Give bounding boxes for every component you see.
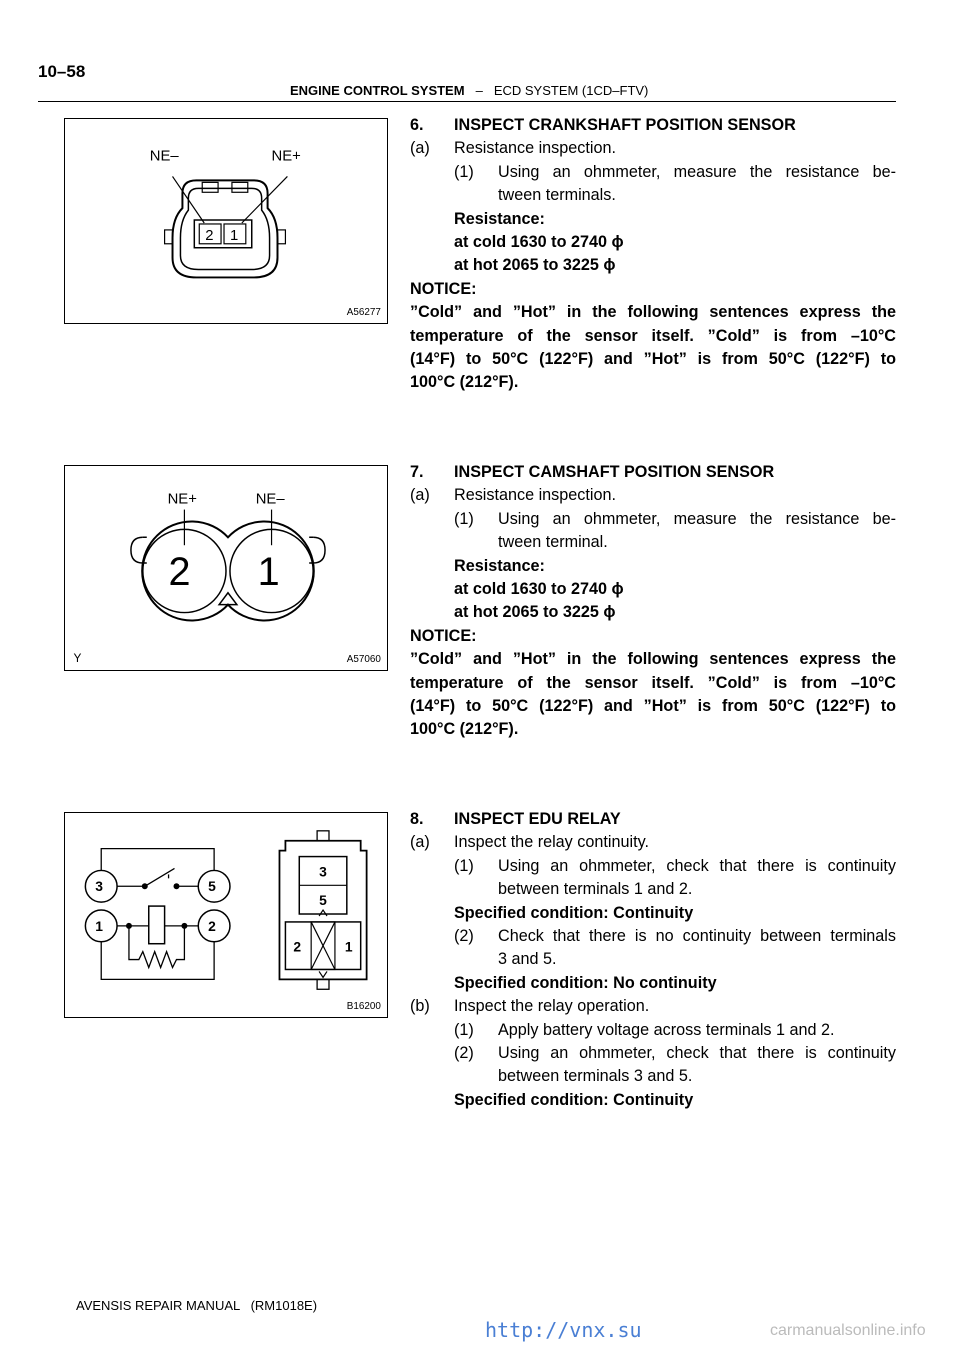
fig2-pin-1: 1	[257, 549, 280, 594]
sec8-a-label: (a)	[410, 833, 430, 852]
fig3-relay-3: 3	[319, 863, 327, 880]
sec7-notice-line4: 100°C (212°F).	[410, 720, 519, 739]
page-header	[290, 83, 648, 98]
sec7-1-text: Using an ohmmeter, measure the resistance be-	[498, 509, 896, 528]
footer-link[interactable]: http://vnx.su	[485, 1318, 642, 1342]
sec7-notice-line2: temperature of the sensor itself. ”Cold” is from –10°C	[410, 673, 896, 692]
figure-edu-relay	[64, 812, 388, 1018]
fig3-terminal-1: 1	[95, 917, 104, 934]
fig1-pin-2: 2	[205, 227, 214, 244]
page-number: 10–58	[38, 62, 86, 81]
sec6-number: 6.	[410, 116, 424, 134]
page-footer: AVENSIS REPAIR MANUAL (RM1018E)	[76, 1298, 318, 1313]
sec6-hot-value: at hot 2065 to 3225 ϕ	[454, 256, 616, 275]
sec7-notice-label: NOTICE:	[410, 626, 477, 645]
sec8-a1-text: Using an ohmmeter, check that there is continuity	[498, 856, 896, 875]
sec7-notice-line3: (14°F) to 50°C (122°F) and ”Hot” is from 50°C (122°F) to	[410, 697, 896, 716]
fig3-terminal-2: 2	[208, 917, 216, 934]
header-separator: –	[475, 83, 483, 98]
sec6-notice-line3: (14°F) to 50°C (122°F) and ”Hot” is from 50°C (122°F) to	[410, 350, 896, 369]
header-section: ENGINE CONTROL SYSTEM	[290, 83, 465, 98]
sec8-b2-spec: Specified condition: Continuity	[454, 1090, 694, 1109]
fig1-code: A56277	[346, 307, 381, 319]
fig1-pin-1: 1	[229, 227, 239, 244]
sec7-1-text-cont: tween terminal.	[498, 533, 608, 552]
sec6-resistance-label: Resistance:	[454, 209, 545, 228]
sec6-notice-line2: temperature of the sensor itself. ”Cold” is from –10°C	[410, 326, 896, 345]
fig3-relay-1: 1	[344, 938, 353, 955]
sec8-number: 8.	[410, 810, 424, 828]
sec7-a-label: (a)	[410, 486, 430, 505]
sec7-heading	[410, 461, 896, 484]
sec7-number: 7.	[410, 463, 424, 481]
fig1-label-ne-minus: NE–	[149, 148, 179, 165]
sec8-a2-text-cont: 3 and 5.	[498, 950, 557, 969]
header-subsection: ECD SYSTEM (1CD–FTV)	[493, 83, 649, 98]
fig2-label-ne-minus: NE–	[255, 491, 285, 508]
sec6-cold-value: at cold 1630 to 2740 ϕ	[454, 233, 624, 252]
sec8-title: INSPECT EDU RELAY	[454, 810, 621, 828]
fig2-corner-mark: Y	[73, 651, 82, 666]
sec8-a1-label: (1)	[454, 856, 474, 875]
sec6-1-text: Using an ohmmeter, measure the resistance be-	[498, 162, 896, 181]
fig3-terminal-5: 5	[208, 878, 216, 895]
sec6-heading	[410, 114, 896, 137]
sec7-a-text: Resistance inspection.	[454, 486, 616, 505]
sec8-b1-label: (1)	[454, 1020, 474, 1039]
sec8-a-text: Inspect the relay continuity.	[454, 833, 649, 852]
sec6-notice-line4: 100°C (212°F).	[410, 373, 519, 392]
section-edu-relay	[410, 808, 896, 1112]
sec8-a2-label: (2)	[454, 927, 474, 946]
figure-crankshaft-connector	[64, 118, 388, 324]
sec8-b2-text: Using an ohmmeter, check that there is continuity	[498, 1044, 896, 1063]
sec6-a-label: (a)	[410, 139, 430, 158]
header-rule	[38, 101, 896, 102]
sec8-b2-text-cont: between terminals 3 and 5.	[498, 1067, 693, 1086]
sec8-heading	[410, 808, 896, 831]
sec8-b-label: (b)	[410, 997, 430, 1016]
fig3-code: B16200	[346, 1001, 381, 1013]
fig3-relay-5: 5	[319, 892, 327, 909]
sec7-1-label: (1)	[454, 509, 474, 528]
fig2-label-ne-plus: NE+	[167, 491, 197, 508]
sec7-resistance-label: Resistance:	[454, 556, 545, 575]
sec6-a-text: Resistance inspection.	[454, 139, 616, 158]
sec7-hot-value: at hot 2065 to 3225 ϕ	[454, 603, 616, 622]
sec8-a2-spec: Specified condition: No continuity	[454, 973, 717, 992]
sec8-b2-label: (2)	[454, 1044, 474, 1063]
sec8-a1-text-cont: between terminals 1 and 2.	[498, 880, 693, 899]
sec6-1-text-cont: tween terminals.	[498, 186, 616, 205]
section-camshaft	[410, 461, 896, 742]
sec6-1-label: (1)	[454, 162, 474, 181]
sec8-a1-spec: Specified condition: Continuity	[454, 903, 694, 922]
fig1-label-ne-plus: NE+	[271, 148, 301, 165]
section-crankshaft	[410, 114, 896, 395]
watermark: carmanualsonline.info	[770, 1322, 926, 1339]
fig3-relay-2: 2	[293, 938, 302, 955]
sec7-cold-value: at cold 1630 to 2740 ϕ	[454, 580, 624, 599]
sec6-notice-label: NOTICE:	[410, 279, 477, 298]
sec7-notice-line1: ”Cold” and ”Hot” in the following sentences express the	[410, 650, 896, 669]
sec6-notice-line1: ”Cold” and ”Hot” in the following sentences express the	[410, 303, 896, 322]
sec8-a2-text: Check that there is no continuity between terminals	[498, 927, 896, 946]
fig2-code: A57060	[346, 654, 381, 666]
sec8-b1-text: Apply battery voltage across terminals 1 and 2.	[498, 1020, 835, 1039]
sec7-title: INSPECT CAMSHAFT POSITION SENSOR	[454, 463, 775, 481]
sec8-b-text: Inspect the relay operation.	[454, 997, 650, 1016]
fig2-pin-2: 2	[168, 549, 191, 594]
figure-camshaft-connector	[64, 465, 388, 671]
fig3-terminal-3: 3	[95, 878, 104, 895]
sec6-title: INSPECT CRANKSHAFT POSITION SENSOR	[454, 116, 796, 134]
